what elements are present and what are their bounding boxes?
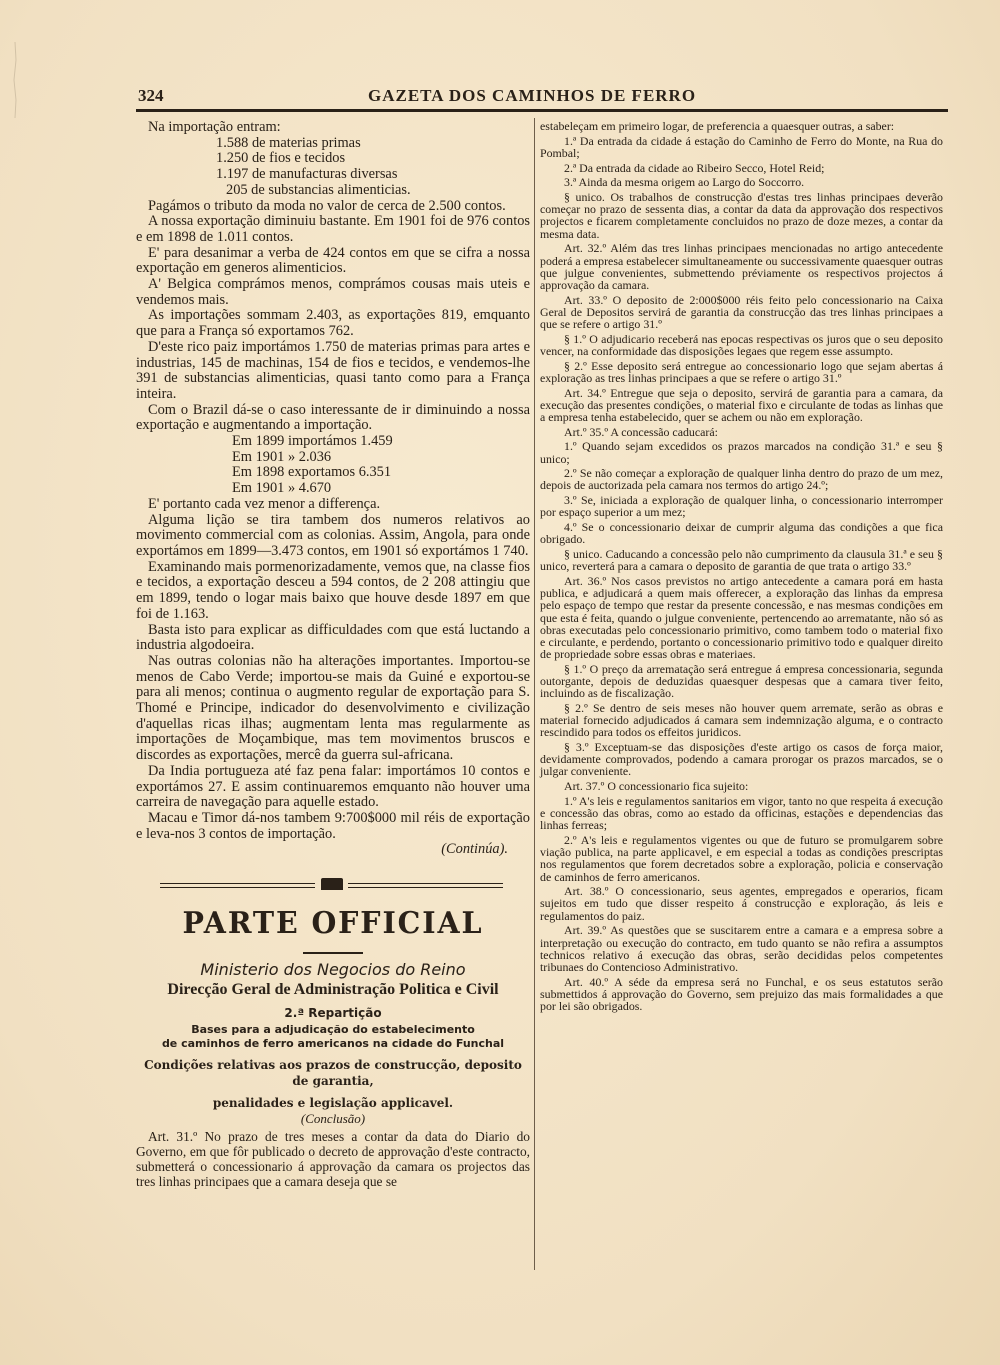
regulation-paragraph: 3.º Se, iniciada a exploração de qualquer linha, o concessionario interromper por espaço superior a um mez; (540, 493, 943, 520)
regulation-paragraph: 2.º A's leis e regulamentos vigentes ou que de futuro se promulgarem sobre viação publica, na parte applicavel, e em especial a todas as condições prescriptas nos regulamentos que forem decretados sobre a exploração, policia e conservação de caminhos de ferro americanos. (540, 832, 943, 884)
section-title: PARTE OFFICIAL (182, 906, 484, 942)
regulation-paragraph: § 1.º O preço da arrematação será entregue á empresa concessionaria, segunda outorgante, depois de deduzidas quaesquer despesas que a camara tiver feito, incluindo as de fiscalização. (540, 661, 943, 701)
regulation-paragraph: estabeleçam em primeiro logar, de preferencia a quaesquer outras, a saber: (540, 119, 895, 133)
regulation-paragraph: § unico. Os trabalhos de construcção d'estas tres linhas principaes deverão começar no prazo de sessenta dias, a contar da data da approvação dos respectivos projectos e ficarem completamente concluidos no prazo de doze mezes, a contar da mesma data. (540, 190, 943, 241)
import-item: 1.250 de fios e tecidos (216, 150, 346, 167)
ministry-heading: Ministerio dos Negocios do Reino (200, 960, 466, 980)
article-31: Art. 31.º No prazo de tres meses a contar da data do Diario do Governo, em que fôr publicado o decreto de approvação d'este contracto, submetterá o concessionario á approvação da camara os projectos das tres linhas principaes que a camara deseja que se (136, 1129, 530, 1190)
article-paragraph: E' para desanimar a verba de 424 contos em que se cifra a nossa exportação em generos alimenticios. (136, 244, 530, 277)
section-divider (136, 878, 530, 894)
regulation-paragraph: 4.º Se o concessionario deixar de cumprir alguma das condições a que fica obrigado. (540, 520, 943, 547)
regulation-paragraph: § 3.º Exceptuam-se das disposições d'este artigo os casos de força maior, devidamente comprovados, podendo a camara prorogar os prazos marcados, se o julgar conveniente. (540, 740, 943, 779)
regulation-paragraph: Art. 33.º O deposito de 2:000$000 réis feito pelo concessionario na Caixa Geral de Depositos servirá de garantia da construcção das tres linhas principaes a que se refere o artigo 31.º (540, 292, 943, 332)
margin-stain (8, 40, 22, 120)
article-paragraph: Alguma lição se tira tambem dos numeros relativos ao movimento commercial com as colonias. Assim, Angola, para onde exportámos em 1899—3.473 contos, em 1901 só exportámos 1 740. (136, 511, 530, 559)
article-paragraph: Basta isto para explicar as difficuldades com que está luctando a industria algodoeira. (136, 621, 530, 654)
article-paragraph: Nas outras colonias não ha alterações importantes. Importou-se menos de Cabo Verde; importou-se mais da Guiné e exportou-se para ali menos; continua o augmento regular de exportação para S. Thomé e Principe, indicador do desenvolvimento e civilização d'aquellas ricas ilhas; augmentam lenta mas regularmente as importações de Moçambique, mas tem movimentos bruscos e discordes as exportações, mercê da guerra sul-africana. (136, 652, 530, 764)
conclusao-note: (Conclusão) (300, 1111, 366, 1127)
article-paragraph: A nossa exportação diminuiu bastante. Em 1901 foi de 976 contos e em 1898 de 1.011 contos. (136, 213, 530, 245)
regulation-paragraph: Art. 37.º O concessionario fica sujeito: (564, 779, 749, 794)
import-item: 1.588 de materias primas (216, 134, 361, 151)
regulation-paragraph: § 2.º Se dentro de seis meses não houver quem arremate, serão as obras e material fornecido adjudicados á camara sem indemnização alguma, e o contracto rescindido para todos os effeitos juridicos. (540, 700, 943, 740)
article-paragraph: Examinando mais pormenorizadamente, vemos que, na classe fios e tecidos, a exportação desceu a 594 contos, de 2 208 attingiu que em 1899, tendo o logar mais baixo que houve desde 1897 em que foi de 1.163. (136, 558, 530, 622)
header-rule (136, 109, 948, 112)
imports-list (136, 136, 530, 199)
stat-line: Em 1899 importámos 1.459 (232, 433, 393, 450)
article-paragraph: As importações sommam 2.403, as exportações 819, emquanto que para a França só exportamos 762. (136, 307, 530, 340)
column-divider (534, 118, 535, 1270)
regulation-paragraph: Art. 38.º O concessionario, seus agentes, empregados e operarios, ficam sujeitos em tudo que disser respeito á construcção e exploração, ás leis e regulamentos do paiz. (540, 884, 943, 923)
direction-heading: Direcção Geral de Administração Politica e Civil (167, 981, 499, 999)
title-rule (303, 952, 363, 954)
import-item: 1.197 de manufacturas diversas (216, 166, 398, 183)
stat-line: Em 1901 » 4.670 (232, 480, 332, 497)
ornament-icon (321, 878, 343, 890)
journal-title: GAZETA DOS CAMINHOS DE FERRO (368, 86, 697, 105)
regulation-paragraph: 1.º A's leis e regulamentos sanitarios em vigor, tanto no que respeita á execução e concessão das obras, como ao estado da officinas, estações e dependencias das linhas ferreas; (540, 793, 943, 833)
article-paragraph: Da India portugueza até faz pena falar: importámos 10 contos e exportámos 27. E assim continuaremos emquanto não houver uma carreira de navegação para aquelle estado. (136, 762, 530, 811)
bases-heading-line: de caminhos de ferro americanos na cidade do Funchal (161, 1037, 505, 1051)
regulation-paragraph: § 1.º O adjudicario receberá nas epocas respectivas os juros que o seu deposito vencer, na conformidade das disposições legaes que regem esse assumpto. (540, 331, 943, 358)
regulation-paragraph: Art. 39.º As questões que se suscitarem entre a camara e a empresa sobre a interpretação ou execução do contracto, em tudo quanto se não refira a assumptos technicos relativo á execução das obras, serão decididas pelos competentes tribunaes do Contencioso Administrativo. (540, 923, 943, 974)
repartition-heading: 2.ª Repartição (284, 1006, 382, 1021)
regulation-paragraph: 3.ª Ainda da mesma origem ao Largo do Soccorro. (564, 175, 805, 190)
regulation-paragraph: Art. 36.º Nos casos previstos no artigo antecedente a camara porá em hasta publica, e adjudicará a quem mais offerecer, a exploração das linhas da empresa pelo espaço de tempo que restar da presente concessão, e nas mesmas condições em que esta é feita, quando o julgue conveniente, pertencendo ao arrematante, não só as obras executadas pelo concessionario primitivo, como tambem todo o material fixo e circulante, e perdendo, portanto o concessionario primitivo todo e qualquer direito de propriedade sobre essas obras e materiaes. (540, 573, 943, 662)
article-paragraph: Pagámos o tributo da moda no valor de cerca de 2.500 contos. (148, 197, 506, 214)
conditions-heading-line: Condições relativas aos prazos de construcção, deposito de garantia, (144, 1058, 522, 1089)
regulation-paragraph: Art.º 35.º A concessão caducará: (564, 424, 718, 439)
regulation-paragraph: 2.ª Da entrada da cidade ao Ribeiro Secco, Hotel Reid; (564, 160, 825, 175)
regulation-paragraph: 1.ª Da entrada da cidade á estação do Caminho de Ferro do Monte, na Rua do Pombal; (540, 133, 943, 160)
divider-rule-right (348, 883, 503, 888)
brazil-stats (136, 434, 530, 497)
stat-line: Em 1898 exportamos 6.351 (232, 464, 392, 481)
conditions-heading-line: penalidades e legislação applicavel. (212, 1096, 454, 1111)
page-header (138, 86, 948, 110)
bases-heading-line: Bases para a adjudicação do estabelecimento (191, 1023, 475, 1037)
regulation-paragraph: § unico. Caducando a concessão pelo não cumprimento da clausula 31.ª e seu § unico, reverterá para a camara o deposito de garantia de que trata o artigo 33.º (540, 547, 943, 574)
left-column (136, 120, 530, 1189)
page-number: 324 (138, 86, 164, 105)
stat-line: Em 1901 » 2.036 (232, 448, 332, 465)
regulation-paragraph: Art. 32.º Além das tres linhas principaes mencionadas no artigo antecedente poderá a empresa estabelecer simultaneamente ou successivamente quaesquer outras que julgue convenientes, submettendo préviamente os respectivos projectos á approvação da camara. (540, 241, 943, 292)
regulation-paragraph: Art. 40.º A séde da empresa será no Funchal, e os seus estatutos serão submettidos á approvação do Governo, sem prejuizo das mais formalidades a que por lei são obrigados. (540, 974, 943, 1014)
regulation-paragraph: 1.º Quando sejam excedidos os prazos marcados na condição 31.ª e seu § unico; (540, 439, 943, 466)
article-paragraph: Macau e Timor dá-nos tambem 9:700$000 mil réis de exportação e leva-nos 3 contos de importação. (136, 809, 530, 842)
continua-note: (Continúa). (441, 841, 508, 858)
divider-rule-left (160, 883, 315, 888)
import-item: 205 de substancias alimenticias. (226, 181, 411, 198)
regulation-paragraph: Art. 34.º Entregue que seja o deposito, servirá de garantia para a camara, da execução das presentes condições, o material fixo e circulante de todas as linhas que a empresa tenha estabelecido, quer se achem ou não em exploração. (540, 385, 943, 424)
article-paragraph: A' Belgica comprámos menos, comprámos cousas mais uteis e vendemos mais. (136, 276, 530, 308)
imports-intro: Na importação entram: (148, 119, 281, 135)
article-paragraph: E' portanto cada vez menor a differença. (148, 495, 381, 512)
regulation-paragraph: 2.º Se não começar a exploração de qualquer linha dentro do prazo de um mez, depois de auctorizada pela camara nos termos do artigo 24.º; (540, 466, 943, 493)
right-column (540, 120, 943, 1015)
article-paragraph: D'este rico paiz importámos 1.750 de materias primas para artes e industrias, 145 de machinas, 154 de fios e tecidos, e vendemos-lhe 391 de substancias alimenticias, quasi tanto como para a França inteira. (136, 338, 530, 402)
article-paragraph: Com o Brazil dá-se o caso interessante de ir diminuindo a nossa exportação e augmentando a importação. (136, 401, 530, 434)
regulation-paragraph: § 2.º Esse deposito será entregue ao concessionario logo que sejam abertas á exploração as tres linhas principaes a que se refere o artigo 31.º (540, 358, 943, 385)
